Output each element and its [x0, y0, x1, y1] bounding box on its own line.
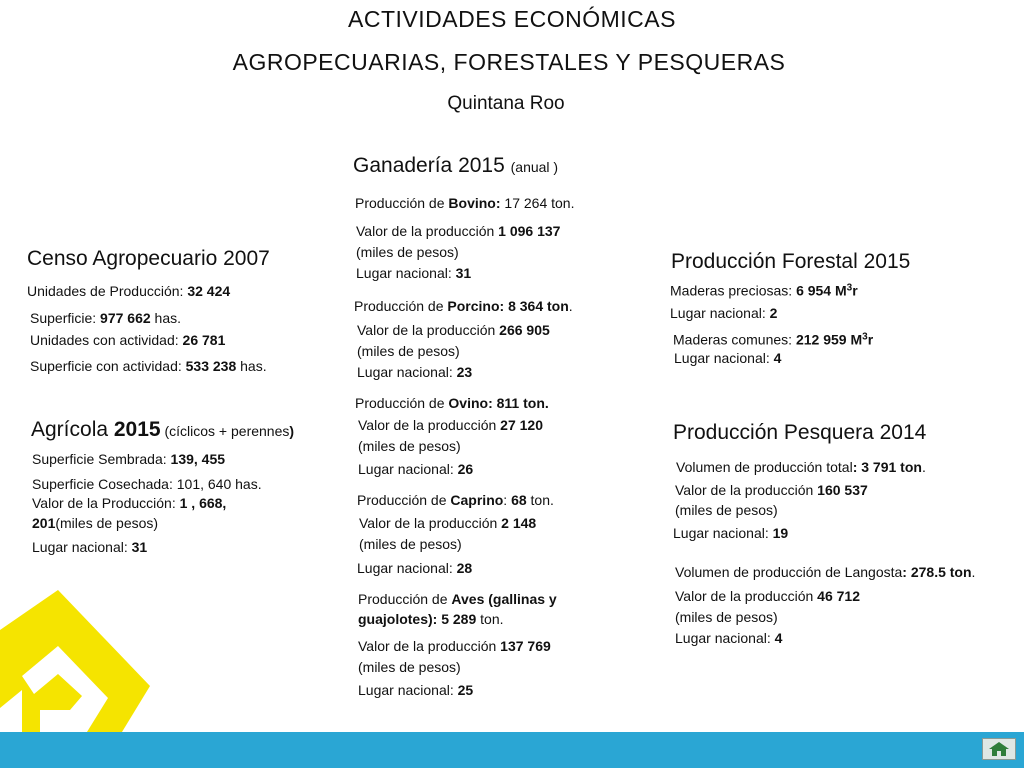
pesquera-lugar-total: Lugar nacional: 19: [673, 525, 789, 541]
agricola-title: Agrícola 2015 (cíclicos + perennes): [31, 418, 295, 441]
home-button[interactable]: [982, 738, 1016, 760]
bottom-bar: [0, 732, 1024, 768]
ovino-valor: Valor de la producción 27 120: [358, 417, 543, 433]
agricola-valor-cont: 201(miles de pesos): [32, 515, 159, 531]
caprino-miles: (miles de pesos): [359, 536, 462, 552]
pesquera-miles-langosta: (miles de pesos): [675, 609, 778, 625]
aves-miles: (miles de pesos): [358, 659, 461, 675]
aves-produccion: Producción de Aves (gallinas y: [358, 591, 557, 607]
agricola-sembrada: Superficie Sembrada: 139, 455: [32, 451, 226, 467]
agricola-cosechada: Superficie Cosechada: 101, 640 has.: [32, 476, 262, 492]
forestal-comunes: Maderas comunes: 212 959 $M^3r$: [673, 331, 874, 348]
page-subtitle: Quintana Roo: [447, 93, 565, 114]
censo-unidades: Unidades de Producción: 32 424: [27, 283, 231, 299]
page-title-line2: AGROPECUARIAS, FORESTALES Y PESQUERAS: [232, 49, 786, 75]
pesquera-valor-total: Valor de la producción 160 537: [675, 482, 868, 498]
bovino-valor: Valor de la producción 1 096 137: [356, 223, 561, 239]
pesquera-miles-total: (miles de pesos): [675, 502, 778, 518]
pesquera-valor-langosta: Valor de la producción 46 712: [675, 588, 860, 604]
ovino-miles: (miles de pesos): [358, 438, 461, 454]
caprino-produccion: Producción de Caprino: 68 ton.: [357, 492, 554, 508]
agricola-valor: Valor de la Producción: 1 , 668,: [32, 495, 227, 511]
page-title-line1: ACTIVIDADES ECONÓMICAS: [348, 6, 676, 32]
censo-title: Censo Agropecuario 2007: [27, 247, 270, 270]
ovino-produccion: Producción de Ovino: 811 ton.: [355, 395, 549, 411]
pesquera-lugar-langosta: Lugar nacional: 4: [675, 630, 783, 646]
forestal-preciosas: Maderas preciosas: 6 954 $M^3r$: [670, 282, 858, 299]
censo-unidades-actividad: Unidades con actividad: 26 781: [30, 332, 226, 348]
porcino-lugar: Lugar nacional: 23: [357, 364, 473, 380]
pesquera-volumen-total: Volumen de producción total: 3 791 ton.: [676, 459, 926, 475]
home-icon: [983, 739, 1015, 759]
ganaderia-title: Ganadería 2015 (anual ): [353, 154, 559, 177]
porcino-valor: Valor de la producción 266 905: [357, 322, 550, 338]
censo-superficie: Superficie: 977 662 has.: [30, 310, 182, 326]
bovino-produccion: Producción de Bovino: 17 264 ton.: [355, 195, 575, 211]
bovino-miles: (miles de pesos): [356, 244, 459, 260]
aves-valor: Valor de la producción 137 769: [358, 638, 551, 654]
bovino-lugar: Lugar nacional: 31: [356, 265, 472, 281]
censo-superficie-actividad: Superficie con actividad: 533 238 has.: [30, 358, 267, 374]
aves-produccion-cont: guajolotes): 5 289 ton.: [358, 611, 504, 627]
aves-lugar: Lugar nacional: 25: [358, 682, 474, 698]
pesquera-volumen-langosta: Volumen de producción de Langosta: 278.5 ton.: [675, 564, 976, 580]
porcino-produccion: Producción de Porcino: 8 364 ton.: [354, 298, 573, 314]
forestal-lugar-comunes: Lugar nacional: 4: [674, 350, 782, 366]
pesquera-title: Producción Pesquera 2014: [673, 421, 927, 444]
caprino-valor: Valor de la producción 2 148: [359, 515, 537, 531]
porcino-miles: (miles de pesos): [357, 343, 460, 359]
caprino-lugar: Lugar nacional: 28: [357, 560, 473, 576]
ovino-lugar: Lugar nacional: 26: [358, 461, 474, 477]
agricola-lugar: Lugar nacional: 31: [32, 539, 148, 555]
forestal-lugar-preciosas: Lugar nacional: 2: [670, 305, 778, 321]
forestal-title: Producción Forestal 2015: [671, 250, 911, 273]
